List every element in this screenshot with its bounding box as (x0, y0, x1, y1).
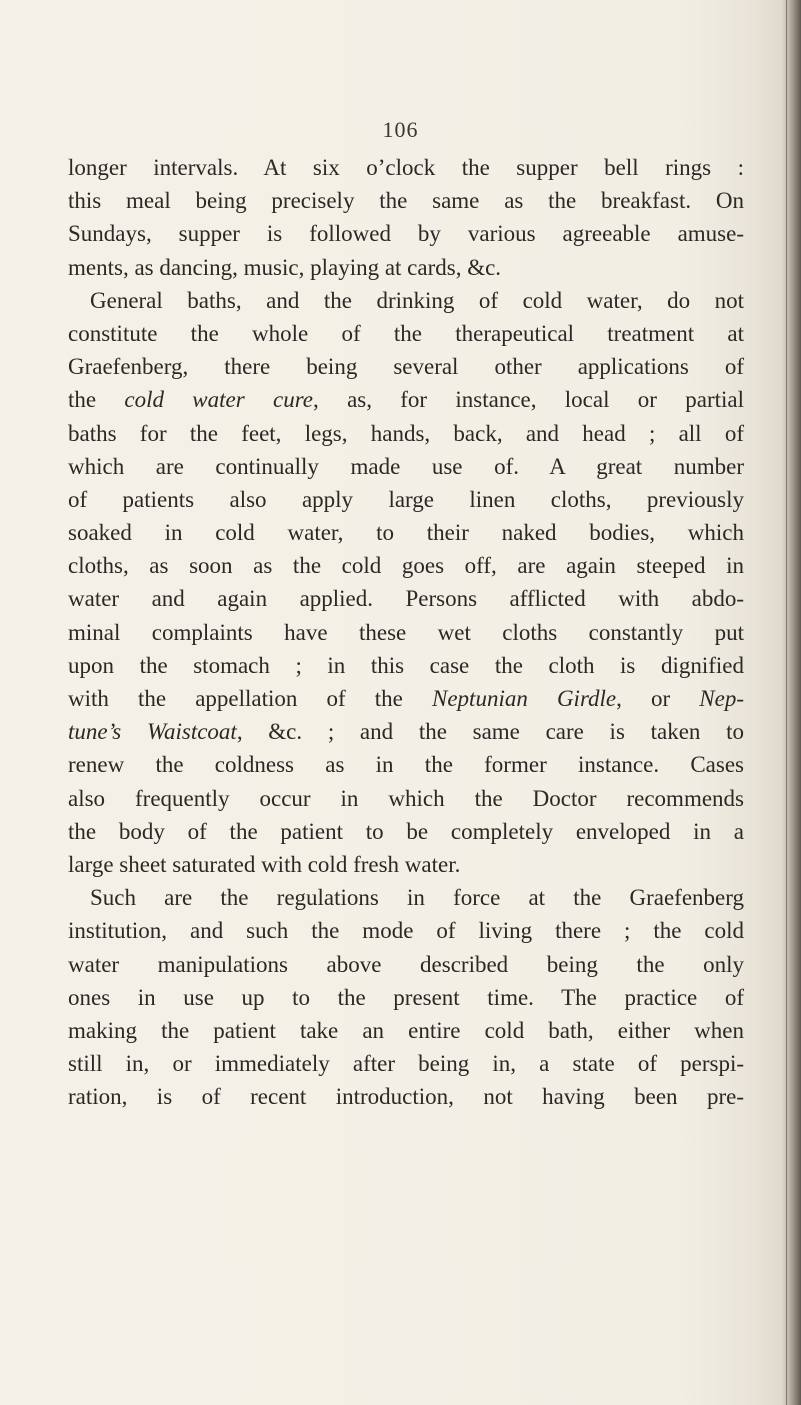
text-line (68, 649, 744, 682)
text-fragment: Graefenberg, there being several other applications of (68, 354, 744, 380)
book-spine-shadow (781, 0, 801, 1405)
italic-phrase: Neptunian Girdle (432, 686, 617, 711)
text-fragment: longer intervals. At six o’clock the supper bell rings : (68, 155, 744, 180)
text-line (68, 251, 744, 284)
text-fragment: which are continually made use of. A great number (68, 453, 744, 479)
text-line (68, 715, 744, 748)
text-fragment: Such are the regulations in force at the Graefenberg (90, 885, 744, 911)
text-line (68, 981, 744, 1014)
text-line (68, 848, 744, 881)
text-fragment: baths for the feet, legs, hands, back, and head ; all of (68, 420, 744, 446)
text-fragment: , as, for instance, local or partial (313, 387, 744, 413)
text-line (68, 417, 744, 450)
text-fragment: of patients also apply large linen cloths, previously (68, 486, 744, 512)
italic-phrase: tune’s Waistcoat (68, 719, 237, 745)
text-line (68, 184, 744, 217)
text-fragment: this meal being precisely the same as the breakfast. On (68, 188, 744, 214)
text-fragment: institution, and such the mode of living there ; the cold (68, 918, 744, 944)
text-fragment: upon the stomach ; in this case the cloth is dignified (68, 652, 744, 678)
text-fragment: ments, as dancing, music, playing at cards, &c. (68, 254, 502, 280)
italic-phrase: Nep- (699, 686, 744, 711)
text-fragment: the (68, 387, 125, 413)
text-fragment: minal complaints have these wet cloths constantly put (68, 619, 744, 645)
text-line (68, 914, 744, 947)
text-line (68, 483, 744, 516)
text-line (68, 616, 744, 649)
page-edge-line (786, 0, 787, 1405)
page-number: 106 (382, 117, 419, 142)
italic-phrase: cold water cure (124, 387, 314, 413)
text-fragment: water and again applied. Persons afflicted with abdo- (68, 586, 744, 612)
text-fragment: with the appellation of the (68, 686, 432, 711)
text-fragment: water manipulations above described being the only (68, 951, 744, 977)
text-line (68, 1080, 744, 1113)
text-line (68, 284, 744, 317)
text-line (68, 682, 744, 715)
text-fragment: still in, or immediately after being in, a state of perspi- (68, 1051, 744, 1077)
text-fragment: constitute the whole of the therapeutical treatment at (68, 320, 744, 346)
text-line (68, 383, 744, 416)
text-fragment: ration, is of recent introduction, not having been pre- (68, 1084, 744, 1110)
text-line (68, 317, 744, 350)
text-line (68, 549, 744, 582)
text-line (68, 450, 744, 483)
text-line (68, 516, 744, 549)
text-fragment: large sheet saturated with cold fresh water. (68, 851, 461, 877)
text-fragment: cloths, as soon as the cold goes off, are again steeped in (68, 553, 744, 579)
text-line (68, 217, 744, 250)
text-fragment: renew the coldness as in the former instance. Cases (68, 752, 744, 778)
text-fragment: ones in use up to the present time. The practice of (68, 984, 744, 1010)
text-fragment: making the patient take an entire cold bath, either when (68, 1017, 744, 1043)
text-line (68, 151, 744, 184)
text-line (68, 1047, 744, 1080)
text-line (68, 748, 744, 781)
text-fragment: Sundays, supper is followed by various agreeable amuse- (68, 221, 744, 247)
text-fragment: General baths, and the drinking of cold water, do not (90, 287, 744, 313)
text-line (68, 350, 744, 383)
text-line (68, 1014, 744, 1047)
text-fragment: soaked in cold water, to their naked bodies, which (68, 520, 744, 546)
text-fragment: the body of the patient to be completely enveloped in a (68, 818, 744, 844)
text-line (68, 815, 744, 848)
body-text (68, 151, 744, 1113)
text-line (68, 782, 744, 815)
text-line (68, 881, 744, 914)
text-fragment: also frequently occur in which the Doctor recommends (68, 785, 744, 811)
text-fragment: , &c. ; and the same care is taken to (236, 719, 744, 745)
text-line (68, 582, 744, 615)
text-fragment: , or (616, 686, 700, 711)
text-line (68, 948, 744, 981)
